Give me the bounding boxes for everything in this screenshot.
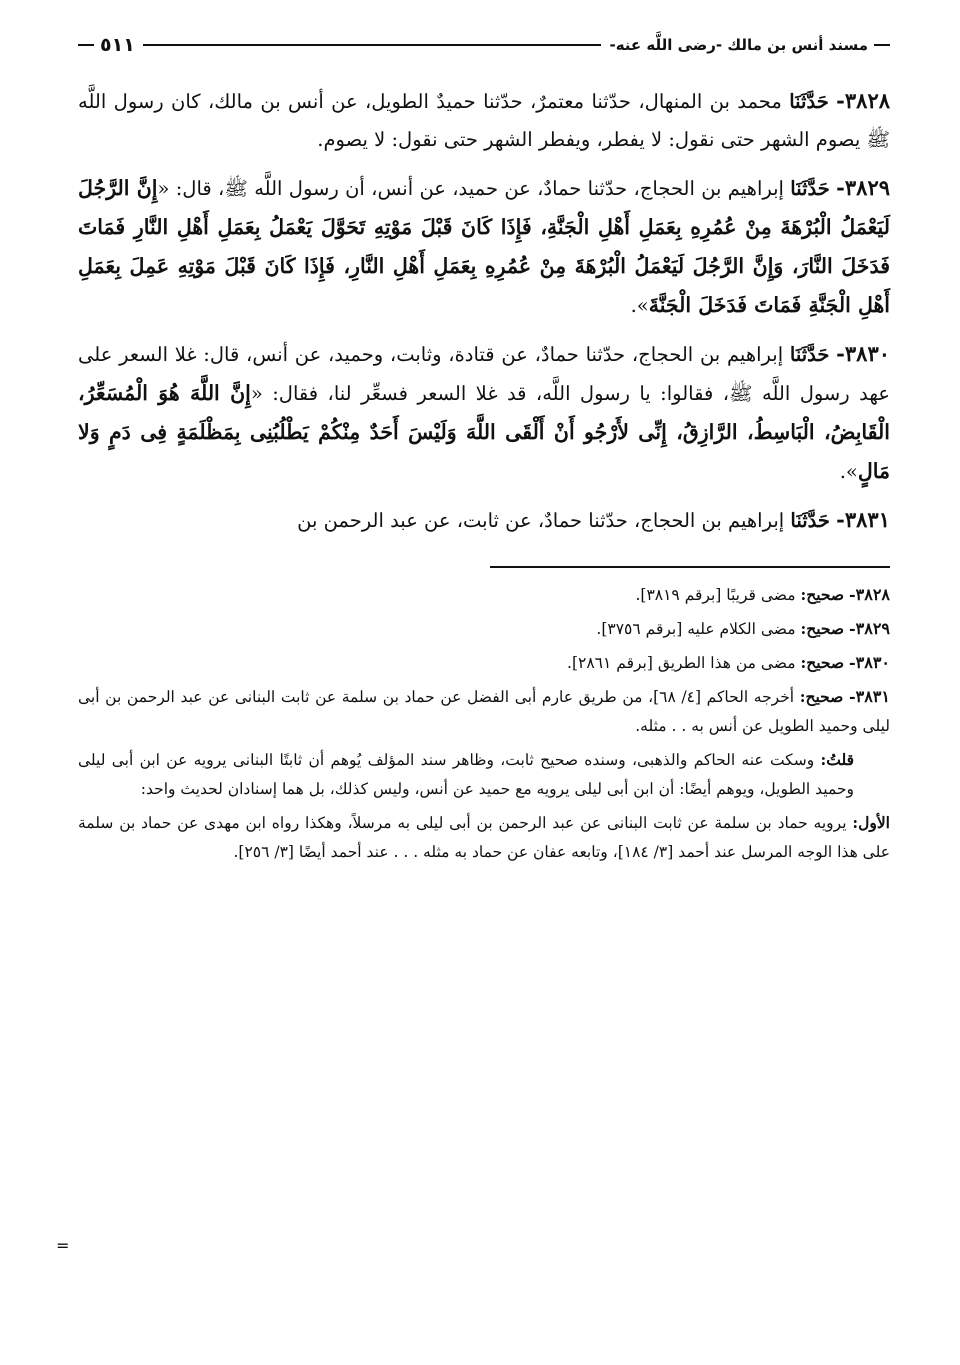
hadith-entry	[78, 335, 890, 491]
running-header	[78, 28, 890, 62]
footnote-separator	[490, 566, 890, 568]
footnote-grade: صحيح:	[799, 687, 844, 706]
hadith-tail: ».	[630, 294, 649, 317]
footnote-grade: صحيح:	[800, 619, 845, 638]
hadith-entry	[78, 501, 890, 540]
hadith-matn: إِنَّ اللَّهَ هُوَ الْمُسَعِّرُ، الْقَابِضُ، الْبَاسِطُ، الرَّازِقُ، إِنِّى لأَرْجُو أَنْ أَلْقَى اللَّهَ وَلَيْسَ أَحَدٌ مِنْكُمْ يَطْلُبُنِى بِمَظْلَمَةٍ فِى دَمٍ وَلا مَالٍ	[78, 381, 890, 483]
footnote-text: مضى قريبًا [برقم ٣٨١٩].	[635, 586, 796, 604]
footnote-paragraph-text: يرويه حماد بن سلمة عن ثابت البنانى عن عبد الرحمن بن أبى ليلى به مرسلاً، وهكذا رواه ابن مهدى عن حماد بن سلمة على هذا الوجه المرسل عند أحمد [٣/ ١٨٤]، وتابعه عفان عن حماد به مثله . . . عند أحمد أيضًا [٣/ ٢٥٦].	[78, 814, 890, 861]
footnote-keyword: قلتُ:	[820, 750, 854, 769]
footnote-grade: صحيح:	[800, 653, 845, 672]
footnote	[78, 682, 890, 741]
footnote-paragraph	[78, 808, 890, 867]
hadith-lead: حَدَّثَنَا	[790, 509, 830, 532]
hadith-text: إبراهيم بن الحجاج، حدّثنا حمادٌ، عن ثابت، عن عبد الرحمن بن	[297, 509, 785, 532]
hadith-entry	[78, 169, 890, 325]
hadith-lead: حَدَّثَنَا	[789, 343, 830, 366]
hadith-number: ٣٨٢٩-	[836, 175, 891, 200]
footnote-number: ٣٨٣٠-	[848, 653, 890, 672]
hadith-matn: إِنَّ الرَّجُلَ لَيَعْمَلُ الْبُرْهَةَ مِنْ عُمُرِهِ بِعَمَلِ أَهْلِ الْجَنَّةِ، فَإِذَا كَانَ قَبْلَ مَوْتِهِ تَحَوَّلَ يَعْمَلُ بِعَمَلِ أَهْلِ النَّارِ فَمَاتَ فَدَخَلَ النَّارَ، وَإِنَّ الرَّجُلَ لَيَعْمَلُ الْبُرْهَةَ مِنْ عُمُرِهِ بِعَمَلِ أَهْلِ النَّارِ، فَإِذَا كَانَ قَبْلَ مَوْتِهِ عَمِلَ بِعَمَلِ أَهْلِ الْجَنَّةِ فَمَاتَ فَدَخَلَ الْجَنَّةَ	[78, 176, 890, 317]
hadith-number: ٣٨٣٠-	[836, 341, 891, 366]
footnote	[78, 614, 890, 644]
footnote-keyword: الأول:	[852, 813, 890, 832]
hadith-text: إبراهيم بن الحجاج، حدّثنا حمادٌ، عن حميد، عن أنس، أن رسول اللَّه ﷺ، قال: «	[157, 177, 784, 200]
footnote-text: مضى من هذا الطريق [برقم ٢٨٦١].	[567, 654, 796, 672]
footnote	[78, 580, 890, 610]
hadith-text: إبراهيم بن الحجاج، حدّثنا حمادٌ، عن قتادة، وثابت، وحميد، عن أنس، قال: غلا السعر على عهد رسول اللَّه ﷺ، فقالوا: يا رسول اللَّه، قد غلا السعر فسعِّر لنا، فقال: «	[78, 343, 890, 405]
footnote-number: ٣٨٢٩-	[848, 619, 890, 638]
header-title: مسند أنس بن مالك -رضى اللَّه عنه-	[609, 36, 868, 54]
hadith-number: ٣٨٢٨-	[836, 88, 891, 113]
hadith-text: محمد بن المنهال، حدّثنا معتمرٌ، حدّثنا حميدٌ الطويل، عن أنس بن مالك، كان رسول اللَّه ﷺ يصوم الشهر حتى نقول: لا يفطر، ويفطر الشهر حتى نقول: لا يصوم.	[78, 90, 890, 151]
hadith-lead: حَدَّثَنَا	[789, 90, 829, 113]
header-dash	[78, 44, 94, 46]
footnote-number: ٣٨٢٨-	[848, 585, 890, 604]
hadith-number: ٣٨٣١-	[836, 507, 890, 532]
header-dash	[874, 44, 890, 46]
footnote-number: ٣٨٣١-	[848, 687, 890, 706]
hadith-tail: ».	[839, 460, 858, 483]
footnote-paragraph	[78, 745, 890, 804]
hadith-lead: حَدَّثَنَا	[790, 177, 830, 200]
footnote-grade: صحيح:	[800, 585, 845, 604]
continuation-mark: =	[56, 1236, 70, 1255]
page-number: ٥١١	[100, 34, 135, 56]
footnote	[78, 648, 890, 678]
footnotes	[78, 580, 890, 867]
book-page	[78, 28, 890, 871]
hadith-list	[78, 82, 890, 540]
footnote-text: مضى الكلام عليه [برقم ٣٧٥٦].	[596, 620, 796, 638]
hadith-entry	[78, 82, 890, 159]
header-rule	[143, 44, 602, 46]
footnote-text: أخرجه الحاكم [٤/ ٦٨]، من طريق عارم أبى الفضل عن حماد بن سلمة عن ثابت البنانى عن عبد الرحمن بن أبى ليلى وحميد الطويل عن أنس به . . مثله.	[78, 688, 890, 735]
footnote-paragraph-text: وسكت عنه الحاكم والذهبى، وسنده صحيح ثابت، وظاهر سند المؤلف يُوهم أن ثابتًا البنانى يرويه عن ابن أبى ليلى وحميد الطويل، ويوهم أيضًا: أن ابن أبى ليلى يرويه مع حميد عن أنس، وليس كذلك، بل هما إسنادان لحديث واحد:	[78, 751, 854, 798]
